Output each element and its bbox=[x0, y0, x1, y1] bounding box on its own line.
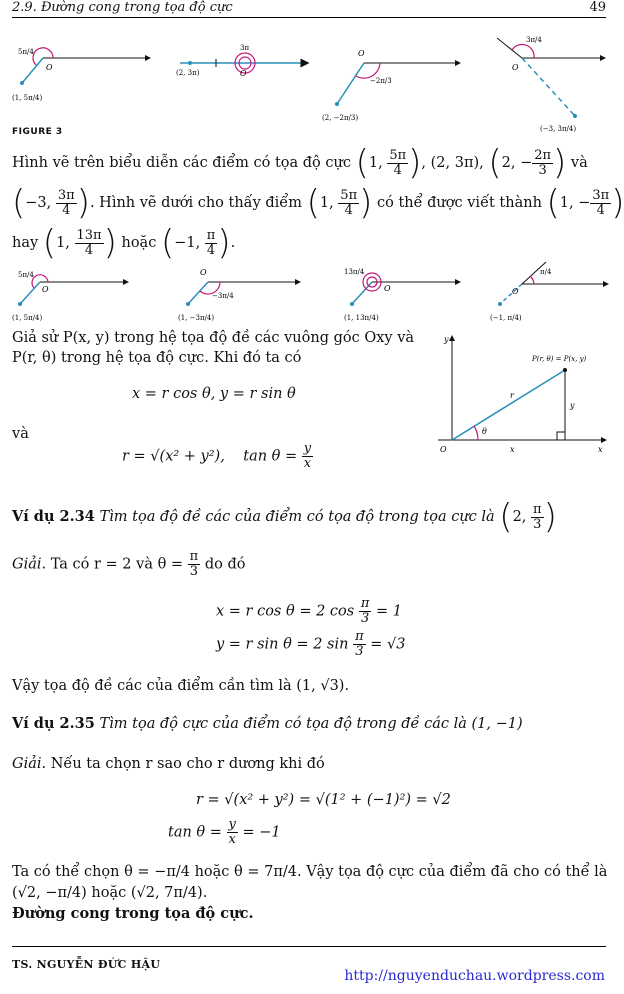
svg-text:π/4: π/4 bbox=[540, 268, 552, 276]
ex234-eq-x: x = r cos θ = 2 cos $\frac{\pi}{3}$ = 1 bbox=[216, 596, 402, 626]
figure-caption: FIGURE 3 bbox=[12, 127, 63, 137]
fig4-panel-1 bbox=[12, 271, 128, 322]
fig4-panel-2 bbox=[178, 268, 300, 322]
svg-text:θ: θ bbox=[482, 427, 487, 436]
svg-text:3π/4: 3π/4 bbox=[526, 36, 542, 44]
svg-text:O: O bbox=[384, 284, 391, 293]
ex235-eq-tan: tan θ = $\frac{y}{x}$ = −1 bbox=[168, 817, 281, 847]
svg-text:(2, −2π/3): (2, −2π/3) bbox=[322, 114, 359, 122]
svg-text:O: O bbox=[440, 445, 447, 454]
ex235-conclusion-2: (√2, −π/4) hoặc (√2, 7π/4). bbox=[12, 885, 208, 901]
ex234-eq-y: y = r sin θ = 2 sin $\frac{\pi}{3}$ = √3 bbox=[216, 629, 406, 659]
ex235-conclusion-1: Ta có thể chọn θ = −π/4 hoặc θ = 7π/4. Vậy tọa độ cực của điểm đã cho có thể là bbox=[12, 864, 608, 880]
fig4-panel-4 bbox=[490, 262, 608, 322]
para2-line2: P(r, θ) trong hệ tọa độ cực. Khi đó ta có bbox=[12, 350, 302, 366]
svg-text:(2, 3π): (2, 3π) bbox=[176, 69, 200, 77]
figure-polar-cartesian bbox=[430, 330, 610, 460]
svg-text:O: O bbox=[240, 69, 247, 78]
fig3-panel-4 bbox=[497, 36, 605, 133]
and-text: và bbox=[12, 426, 29, 442]
section-title: 2.9. Đường cong trong tọa độ cực bbox=[12, 0, 233, 15]
svg-text:5π/4: 5π/4 bbox=[18, 271, 34, 279]
ex234-solution: Giải. Ta có r = 2 và θ = $\frac{\pi}{3}$ do đó bbox=[12, 549, 246, 579]
svg-text:−3π/4: −3π/4 bbox=[212, 292, 234, 300]
svg-text:(1, 13π/4): (1, 13π/4) bbox=[344, 314, 379, 322]
svg-text:O: O bbox=[42, 285, 49, 294]
svg-text:O: O bbox=[200, 268, 207, 277]
origin-label: O bbox=[46, 63, 53, 72]
point-label: (1, 5π/4) bbox=[12, 94, 43, 102]
svg-text:13π/4: 13π/4 bbox=[344, 268, 365, 276]
section-heading: Đường cong trong tọa độ cực. bbox=[12, 905, 254, 922]
footer-link[interactable]: http://nguyenduchau.wordpress.com bbox=[344, 968, 605, 984]
figure-4 bbox=[0, 262, 613, 328]
page-number: 49 bbox=[589, 0, 606, 15]
eq-x-y: x = r cos θ, y = r sin θ bbox=[132, 386, 296, 402]
svg-text:y: y bbox=[570, 401, 575, 410]
fig3-panel-1 bbox=[12, 48, 150, 102]
para2-line1: Giả sử P(x, y) trong hệ tọa độ đề các vuông góc Oxy và bbox=[12, 330, 415, 346]
svg-text:(1, −3π/4): (1, −3π/4) bbox=[178, 314, 215, 322]
page-header bbox=[12, 0, 606, 18]
svg-text:y: y bbox=[444, 335, 449, 344]
para1-line2: (−3, $\frac{3\pi}{4}$ ). Hình vẽ dưới cho thấy điểm (1, $\frac{5\pi}{4}$ ) có thể được viết thành (1, − $\frac{3\pi}{4}$ ) bbox=[12, 183, 624, 223]
example-2-35: Ví dụ 2.35 Tìm tọa độ cực của điểm có tọa độ trong đề các là (1, −1) bbox=[12, 715, 523, 732]
figure-3 bbox=[0, 28, 613, 138]
svg-text:O: O bbox=[512, 63, 519, 72]
example-2-34: Ví dụ 2.34 Tìm tọa độ đề các của điểm có tọa độ trong tọa cực là (2, $\frac{\pi}{3}$ ) bbox=[12, 497, 557, 537]
svg-text:O: O bbox=[358, 49, 365, 58]
svg-text:(−1, π/4): (−1, π/4) bbox=[490, 314, 522, 322]
ex235-solution: Giải. Nếu ta chọn r sao cho r dương khi đó bbox=[12, 756, 325, 772]
ex235-eq-r: r = √(x² + y²) = √(1² + (−1)²) = √2 bbox=[196, 792, 451, 808]
angle-label: 5π/4 bbox=[18, 48, 34, 56]
svg-text:3π: 3π bbox=[240, 44, 250, 52]
svg-text:r: r bbox=[510, 391, 514, 400]
svg-text:O: O bbox=[512, 287, 519, 296]
para1-line1: Hình vẽ trên biểu diễn các điểm có tọa độ cực (1, $\frac{5\pi}{4}$ ), (2, 3π), (2, − $\frac{2\pi}{3}$ ) và bbox=[12, 143, 588, 183]
svg-text:−2π/3: −2π/3 bbox=[370, 77, 392, 85]
fig3-panel-3 bbox=[322, 49, 460, 122]
svg-text:x: x bbox=[598, 445, 603, 454]
para1-line3: hay (1, $\frac{13\pi}{4}$ ) hoặc (−1, $\frac{\pi}{4}$ ). bbox=[12, 223, 236, 263]
footer-author: TS. NGUYỄN ĐỨC HẬU bbox=[12, 958, 161, 971]
fig4-panel-3 bbox=[344, 268, 460, 322]
svg-text:(1, 5π/4): (1, 5π/4) bbox=[12, 314, 43, 322]
svg-text:(−3, 3π/4): (−3, 3π/4) bbox=[540, 125, 577, 133]
eq-r-tan: r = √(x² + y²), tan θ = $\frac{y}{x}$ bbox=[122, 441, 312, 471]
svg-text:x: x bbox=[510, 445, 515, 454]
ex234-conclusion: Vậy tọa độ đề các của điểm cần tìm là (1, √3). bbox=[12, 678, 350, 694]
svg-text:P(r, θ) = P(x, y): P(r, θ) = P(x, y) bbox=[532, 355, 587, 363]
footer-divider bbox=[12, 946, 606, 947]
fig3-panel-2 bbox=[176, 44, 308, 78]
